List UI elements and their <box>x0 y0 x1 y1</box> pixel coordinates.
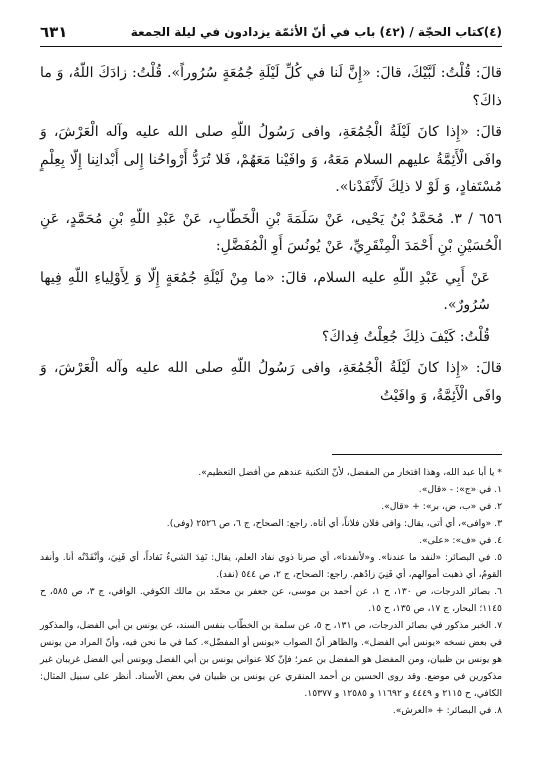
footnote-divider <box>332 454 502 455</box>
hadith-chain: ٦٥٦ / ٣. مُحَمَّدُ بْنُ يَحْيى، عَنْ سَلَمَةَ بْنِ الْخَطّابِ، عَنْ عَبْدِ اللّهِ بْنِ مُحَمَّدٍ، عَنِ الْحُسَيْنِ بْنِ أَحْمَدَ الْمِنْقَرِيِّ، عَنْ يُونُسَ أَوِ الْمُفَضَّلِ: <box>40 210 502 254</box>
footnote: ٤. في «ف»: «على». <box>419 535 502 546</box>
text-paragraph: قُلْتُ: كَيْفَ ذلِكَ جُعِلْتُ فِداكَ؟ <box>321 328 490 345</box>
main-text <box>40 60 502 414</box>
text-paragraph: قالَ: «إِذا كانَ لَيْلَةُ الْجُمُعَةِ، وافى رَسُولُ اللّهِ صلى الله عليه وآله الْعَرْشَ، وَ وافَى الْأَئِمَّةُ، وَ وافَيْتُ <box>40 360 502 404</box>
text-paragraph: عَنْ أَبِي عَبْدِ اللّهِ عليه السلام، قالَ: «ما مِنْ لَيْلَةِ جُمُعَةٍ إِلّا وَ لِأَوْلِياءِ اللّهِ فِيها سُرُورٌ». <box>40 269 490 313</box>
footnote: ٢. في «ب، ض، بر»: + «قال». <box>381 501 502 512</box>
footnotes <box>40 464 502 719</box>
page-number: ٦٣١ <box>40 23 68 41</box>
text-paragraph: قالَ: قُلْتُ: لَبَّيْكَ، قالَ: «إِنَّ لَنا في كُلِّ لَيْلَةِ جُمُعَةٍ سُرُوراً». قُلْتُ: زادَكَ اللّهُ، وَ ما ذاكَ؟ <box>40 65 502 109</box>
footnote: ٦. بصائر الدرجات، ص ١٣٠، ح ١، عن أحمد بن موسى، عن جعفر بن محمّد بن مالك الكوفي. الوافي، ج ٣، ص ٥٨٥، ح ١١٤٥؛ البحار، ج ١٧، ص ١٣٥، ح ١٥. <box>40 586 502 614</box>
footnote: ٨. في البصائر: + «العرش». <box>392 705 502 716</box>
footnote: ١. في «ج»: - «قال». <box>418 484 502 495</box>
text-paragraph: قالَ: «إِذا كانَ لَيْلَةُ الْجُمُعَةِ، وافى رَسُولُ اللّهِ صلى الله عليه وآله الْعَرْشَ، وَ وافَى الْأَئِمَّةُ عليهم السلام مَعَهُ، وَ وافَيْنا مَعَهُمْ، فَلا تُرَدُّ أَرْواحُنا إِلى أَبْدانِنا إِلّا بِعِلْمٍ مُسْتَفادٍ، وَ لَوْ لا ذلِكَ لَأَنْفَدْنا». <box>40 124 502 195</box>
footnote: ٥. في البصائر: «لنفد ما عندنا». و«لأنفدنا»، أي صرنا ذوي نفاد العلم، يقال: نَفِدَ الشيءُ نَفاداً، أي فَنِيَ، وأنْفَدْتُه أنا. وأنفد القومُ، أي ذهبت أموالهم، أي فَنِيَ زادُهم. راجع: الصحاح، ج ٢، ص ٥٤٤ (نفد). <box>40 552 502 580</box>
running-header <box>40 22 502 42</box>
footnote: ٧. الخبر مذكور في بصائر الدرجات، ص ١٣١، ح ٥، عن سلمة بن الخطّاب بنفس السند، عن يونس بن أبي الفضل، والمذكور في بعض نسخه «يونس أبي الفضل». والظاهر أنّ الصواب «يونس أو المفضّل». كما في ما نحن فيه، وأنّ المراد من يونس هو يونس بن ظبيان، ومن المفضل هو المفضل بن عمر؛ فإنّ كلا عنواني يونس بن أبي الفضل ويونس أبي الفضل غريبان غير مذكورين في موضع. وقد روى الحسين بن أحمد المنقري عن يونس بن ظبيان في بعض الأسناد. أنظر على سبيل المثال: الكافي، ح ٢١١٥ و ٤٤٤٩ و ١١٦٩٢ و ١٢٥٨٥ و ١٥٣٧٧. <box>40 620 502 699</box>
chapter-title: (٤)كتاب الحجّة / (٤٢) باب في أنّ الأئمّة يزدادون في ليلة الجمعة <box>130 25 502 39</box>
footnote: ٣. «وافى»، أي أتى، يقال: وافى فلان فلاناً، أي أتاه. راجع: الصحاح، ج ٦، ص ٢٥٢٦ (وفى). <box>166 518 502 529</box>
footnote: * يا أبا عبد الله، وهذا افتخار من المفضل، لأنّ التكنية عندهم من أفضل التعظيم». <box>198 467 502 478</box>
header-divider <box>40 46 502 47</box>
